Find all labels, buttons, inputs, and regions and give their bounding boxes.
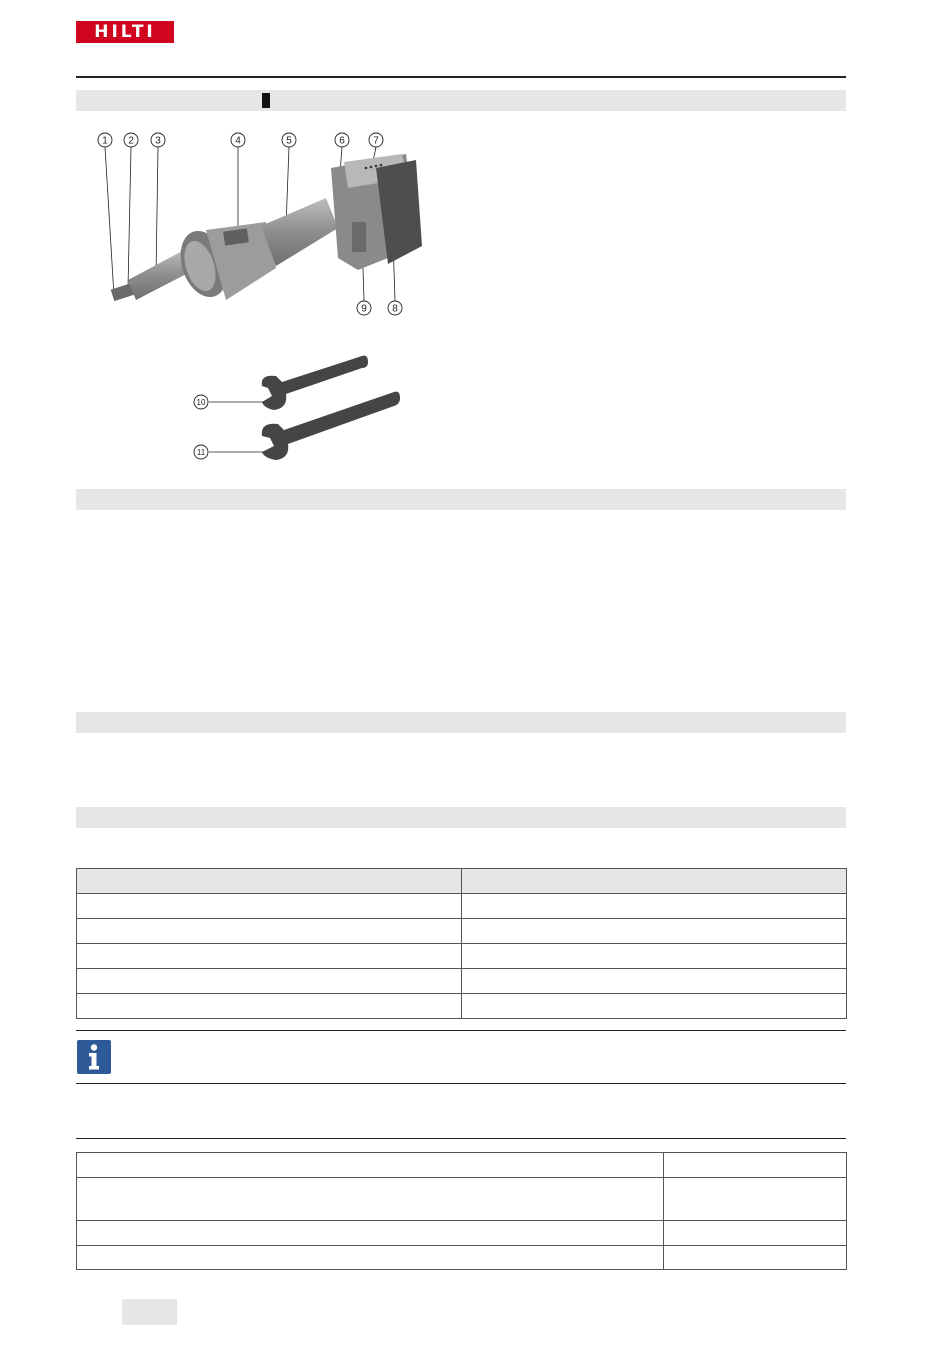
spec-table-2 xyxy=(76,1152,847,1270)
table-row xyxy=(77,894,847,919)
wrenches xyxy=(262,356,400,460)
table2-top-rule xyxy=(76,1138,846,1139)
callout-3: 3 xyxy=(155,135,161,147)
callout-5: 5 xyxy=(286,135,292,147)
table-row xyxy=(77,944,847,969)
callout-4: 4 xyxy=(235,135,241,147)
table-row xyxy=(77,1178,847,1221)
callout-9: 9 xyxy=(361,303,367,315)
callout-11: 11 xyxy=(196,448,206,457)
table-row xyxy=(77,969,847,994)
hilti-logo xyxy=(76,21,174,43)
table-row xyxy=(77,1153,847,1178)
table-row xyxy=(77,1221,847,1246)
note-bottom-rule xyxy=(76,1083,846,1084)
product-figure xyxy=(76,118,436,483)
callout-8: 8 xyxy=(392,303,398,315)
section-band-overview xyxy=(76,90,846,111)
callout-7: 7 xyxy=(373,135,379,147)
table-header-cell xyxy=(462,869,847,894)
callout-1: 1 xyxy=(102,135,108,147)
marker-block xyxy=(262,93,270,108)
table-header-cell xyxy=(77,869,462,894)
callout-2: 2 xyxy=(128,135,134,147)
note-top-rule xyxy=(76,1030,846,1031)
table-row xyxy=(77,1246,847,1270)
spec-table-1 xyxy=(76,868,847,1019)
callout-6: 6 xyxy=(339,135,345,147)
table-row xyxy=(77,919,847,944)
header-rule xyxy=(76,76,846,78)
section-band-2 xyxy=(76,489,846,510)
info-icon xyxy=(77,1040,111,1074)
table-header-row xyxy=(77,869,847,894)
section-band-3 xyxy=(76,712,846,733)
callout-10: 10 xyxy=(196,398,206,407)
table-row xyxy=(77,994,847,1019)
page-number-box xyxy=(122,1299,177,1325)
section-band-4 xyxy=(76,807,846,828)
logo-text: HILTI xyxy=(94,22,156,42)
